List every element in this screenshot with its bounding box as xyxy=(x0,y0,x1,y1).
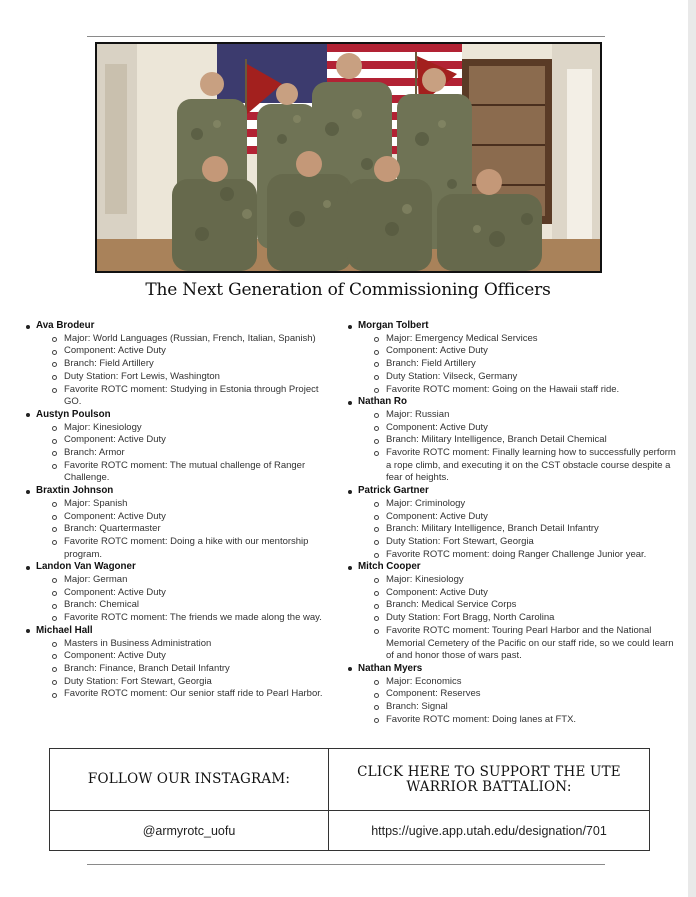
fact-item: Branch: Chemical xyxy=(52,599,334,612)
left-column xyxy=(24,320,334,701)
fact-list xyxy=(36,498,334,562)
person-michael-hall xyxy=(24,625,334,701)
fact-item: Component: Active Duty xyxy=(374,587,676,600)
top-rule xyxy=(87,36,605,37)
fact-item: Branch: Field Artillery xyxy=(52,358,334,371)
fact-list xyxy=(36,422,334,486)
fact-list xyxy=(36,638,334,702)
support-heading-link[interactable]: CLICK HERE TO SUPPORT THE UTE WARRIOR BATTALION: xyxy=(357,763,621,795)
person-name: Nathan Myers xyxy=(358,662,423,674)
fact-item: Component: Active Duty xyxy=(374,422,676,435)
fact-item: Component: Active Duty xyxy=(52,587,334,600)
person-patrick-gartner xyxy=(346,485,676,561)
fact-item: Component: Active Duty xyxy=(52,650,334,663)
fact-item: Branch: Military Intelligence, Branch Detail Chemical xyxy=(374,434,676,447)
fact-item: Duty Station: Vilseck, Germany xyxy=(374,371,676,384)
fact-item: Major: Kinesiology xyxy=(374,574,676,587)
fact-item: Branch: Medical Service Corps xyxy=(374,599,676,612)
fact-item: Major: Emergency Medical Services xyxy=(374,333,676,346)
right-column xyxy=(346,320,676,727)
page-edge xyxy=(688,0,696,897)
fact-item: Major: Economics xyxy=(374,676,676,689)
instagram-handle-link[interactable]: @armyrotc_uofu xyxy=(142,823,236,838)
page-headline: The Next Generation of Commissioning Officers xyxy=(145,280,551,300)
fact-item: Component: Reserves xyxy=(374,688,676,701)
person-mitch-cooper xyxy=(346,561,676,663)
bottom-rule xyxy=(87,864,605,865)
fact-item: Favorite ROTC moment: The friends we made along the way. xyxy=(52,612,334,625)
cta-instagram-handle-cell xyxy=(50,811,328,850)
cta-table xyxy=(49,748,650,851)
fact-item: Component: Active Duty xyxy=(52,434,334,447)
person-name: Michael Hall xyxy=(36,624,93,636)
instagram-heading: FOLLOW OUR INSTAGRAM: xyxy=(87,771,291,787)
fact-item: Major: World Languages (Russian, French, Italian, Spanish) xyxy=(52,333,334,346)
fact-item: Branch: Field Artillery xyxy=(374,358,676,371)
fact-item: Component: Active Duty xyxy=(52,511,334,524)
fact-item: Duty Station: Fort Stewart, Georgia xyxy=(374,536,676,549)
fact-item: Major: Kinesiology xyxy=(52,422,334,435)
fact-list xyxy=(358,676,676,727)
person-nathan-ro xyxy=(346,396,676,485)
support-url-link[interactable]: https://ugive.app.utah.edu/designation/701 xyxy=(371,823,607,838)
fact-item: Favorite ROTC moment: Doing lanes at FTX. xyxy=(374,714,676,727)
person-name: Mitch Cooper xyxy=(358,561,421,573)
person-name: Landon Van Wagoner xyxy=(36,561,136,573)
person-morgan-tolbert xyxy=(346,320,676,396)
cta-support-heading-cell[interactable] xyxy=(329,749,649,810)
person-nathan-myers xyxy=(346,663,676,727)
fact-item: Branch: Military Intelligence, Branch Detail Infantry xyxy=(374,523,676,536)
fact-item: Component: Active Duty xyxy=(374,511,676,524)
person-name: Morgan Tolbert xyxy=(358,320,429,331)
person-name: Nathan Ro xyxy=(358,396,407,408)
person-austyn-poulson xyxy=(24,409,334,485)
person-landon-van-wagoner xyxy=(24,561,334,625)
fact-item: Favorite ROTC moment: The mutual challenge of Ranger Challenge. xyxy=(52,460,334,485)
fact-item: Major: Spanish xyxy=(52,498,334,511)
people-list-left xyxy=(24,320,334,701)
fact-item: Component: Active Duty xyxy=(374,345,676,358)
fact-item: Favorite ROTC moment: Touring Pearl Harbor and the National Memorial Cemetery of the Pacific on our staff ride, so we could learn of and honor those of wars past. xyxy=(374,625,676,663)
fact-list xyxy=(358,333,676,397)
fact-item: Favorite ROTC moment: Our senior staff ride to Pearl Harbor. xyxy=(52,688,334,701)
fact-item: Major: Russian xyxy=(374,409,676,422)
fact-list xyxy=(36,333,334,409)
fact-item: Duty Station: Fort Stewart, Georgia xyxy=(52,676,334,689)
person-ava-brodeur xyxy=(24,320,334,409)
person-name: Braxtin Johnson xyxy=(36,485,114,497)
person-name: Austyn Poulson xyxy=(36,408,111,420)
cta-instagram-heading-cell xyxy=(50,749,328,810)
fact-item: Favorite ROTC moment: Finally learning how to successfully perform a rope climb, and executing it on the CST obstacle course despite a fear of heights. xyxy=(374,447,676,485)
fact-list xyxy=(358,498,676,562)
fact-item: Favorite ROTC moment: doing Ranger Challenge Junior year. xyxy=(374,549,676,562)
fact-item: Branch: Quartermaster xyxy=(52,523,334,536)
fact-item: Favorite ROTC moment: Studying in Estonia through Project GO. xyxy=(52,384,334,409)
person-braxtin-johnson xyxy=(24,485,334,561)
fact-item: Duty Station: Fort Bragg, North Carolina xyxy=(374,612,676,625)
fact-item: Favorite ROTC moment: Going on the Hawaii staff ride. xyxy=(374,384,676,397)
fact-item: Component: Active Duty xyxy=(52,345,334,358)
fact-item: Branch: Finance, Branch Detail Infantry xyxy=(52,663,334,676)
cta-support-link-cell xyxy=(329,811,649,850)
fact-item: Favorite ROTC moment: Doing a hike with our mentorship program. xyxy=(52,536,334,561)
person-name: Ava Brodeur xyxy=(36,320,95,331)
fact-list xyxy=(358,574,676,663)
fact-list xyxy=(358,409,676,485)
group-photo-illustration xyxy=(97,44,600,271)
people-list-right xyxy=(346,320,676,727)
fact-list xyxy=(36,574,334,625)
fact-item: Major: Criminology xyxy=(374,498,676,511)
person-name: Patrick Gartner xyxy=(358,485,429,497)
fact-item: Major: German xyxy=(52,574,334,587)
group-photo xyxy=(95,42,602,273)
fact-item: Branch: Armor xyxy=(52,447,334,460)
fact-item: Branch: Signal xyxy=(374,701,676,714)
fact-item: Masters in Business Administration xyxy=(52,638,334,651)
fact-item: Duty Station: Fort Lewis, Washington xyxy=(52,371,334,384)
